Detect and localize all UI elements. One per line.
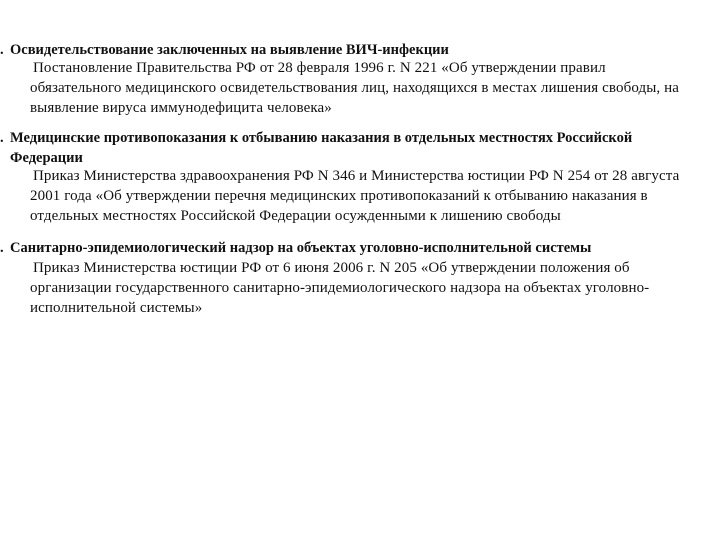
body-line: Приказ Министерства юстиции РФ от 6 июня 2006 г. N 205 «Об утверждении положения об xyxy=(33,260,630,276)
body-line: выявление вируса иммунодефицита человека» xyxy=(30,100,332,116)
section-heading-text: Медицинские противопоказания к отбыванию наказания в отдельных местностях Российской xyxy=(10,130,633,146)
section-heading xyxy=(0,238,591,258)
section-heading-text: Санитарно-эпидемиологический надзор на объектах уголовно-исполнительной системы xyxy=(10,240,592,256)
body-line: исполнительной системы» xyxy=(30,300,203,316)
section-heading xyxy=(0,128,632,148)
section-number: . xyxy=(0,42,4,58)
section-number: . xyxy=(0,240,4,256)
section-number: . xyxy=(0,130,4,146)
body-line: организации государственного санитарно-эпидемиологического надзора на объектах уголовно- xyxy=(30,280,650,296)
section-heading-continuation: Федерации xyxy=(10,150,83,166)
section-heading xyxy=(0,40,449,60)
section-heading-text: Освидетельствование заключенных на выявление ВИЧ-инфекции xyxy=(10,42,449,58)
body-line: Приказ Министерства здравоохранения РФ N 346 и Министерства юстиции РФ N 254 от 28 августа xyxy=(33,168,680,184)
body-line: отдельных местностях Российской Федерации осужденными к лишению свободы xyxy=(30,208,561,224)
body-line: обязательного медицинского освидетельствования лиц, находящихся в местах лишения свободы, на xyxy=(30,80,679,96)
body-line: 2001 года «Об утверждении перечня медицинских противопоказаний к отбыванию наказания в xyxy=(30,188,648,204)
body-line: Постановление Правительства РФ от 28 февраля 1996 г. N 221 «Об утверждении правил xyxy=(33,60,606,76)
